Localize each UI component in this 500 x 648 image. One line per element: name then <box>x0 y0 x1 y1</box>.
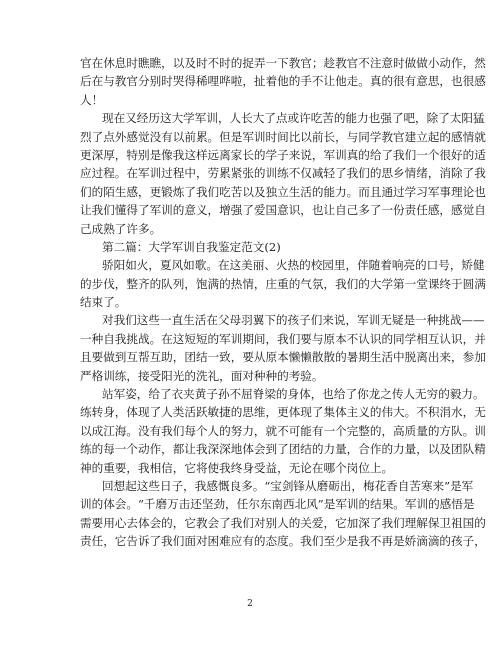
text-line: 且要做到互帮互助，团结一致，要从原本懒懒散散的暑期生活中脱离出来，参加 <box>80 350 486 365</box>
text-line: 训的体会。“千磨万击还坚劲，任尔东南西北风”是军训的结果。军训的感悟是 <box>80 497 475 512</box>
text-line: 的步伐，整齐的队列，饱满的热情，庄重的气氛，我们的大学第一堂课终于圆满 <box>80 276 486 291</box>
text-line: 让我们懂得了军训的意义，增强了爱国意识，也让自己多了一份责任感，感觉自 <box>80 203 486 218</box>
text-line: 练的每一个动作，都让我深深地体会到了团结的力量，合作的力量，以及团队精 <box>80 442 486 457</box>
text-line: 责任，它告诉了我们面对困难应有的态度。我们至少是我不再是娇滴滴的孩子， <box>80 534 486 549</box>
text-line: 练转身，体现了人类活跃敏捷的思维，更体现了集体主义的伟大。不积涓水，无 <box>80 405 486 420</box>
text-line: 一种自我挑战。在这短短的军训期间，我们要与原本不认识的同学相互认识，并 <box>80 331 486 346</box>
text-line: 后在与教官分别时哭得稀哩哗啦，扯着他的手不让他走。真的很有意思，也很感 <box>80 74 486 89</box>
text-line: 对我们这些一直生活在父母羽翼下的孩子们来说，军训无疑是一种挑战—— <box>102 313 485 328</box>
text-line: 们的陌生感，更锻炼了我们吃苦以及独立生活的能力。而且通过学习军事理论也 <box>80 184 486 199</box>
text-line: 神的重要，我相信，它将使我终身受益，无论在哪个岗位上。 <box>80 460 394 475</box>
text-line: 严格训练，接受阳光的洗礼，面对种种的考验。 <box>80 368 324 383</box>
page-number: 2 <box>247 599 253 609</box>
text-line: 站军姿，给了衣夹黄子孙不屈脊梁的身体，也给了你龙之传人无穷的毅力。 <box>102 387 485 402</box>
text-line: 更深厚，特别是像我这样远离家长的学子来说，军训真的给了我们一个很好的适 <box>80 147 486 162</box>
text-line: 应过程。在军训过程中，劳累紧张的训练不仅减轻了我们的思乡情绪，消除了我 <box>80 166 486 181</box>
text-line: 烈了点外感觉没有以前累。但是军训时间比以前长，与同学教官建立起的感情就 <box>80 129 486 144</box>
text-line: 结束了。 <box>80 295 127 310</box>
text-line: 人！ <box>80 92 104 107</box>
section-heading: 第二篇：大学军训自我鉴定范文(2) <box>102 239 281 254</box>
text-line: 骄阳如火，夏风如歌。在这美丽、火热的校园里，伴随着响亮的口号，矫健 <box>102 258 485 273</box>
text-line: 回想起这些日子，我感慨良多。“宝剑锋从磨砺出，梅花香自苦寒来”是军 <box>102 478 474 493</box>
text-line: 官在休息时瞧瞧，以及时不时的捉弄一下教官；趁教官不注意时做做小动作，然 <box>80 56 486 70</box>
text-line: 需要用心去体会的，它教会了我们对别人的关爱，它加深了我们理解保卫祖国的 <box>80 515 486 530</box>
text-line: 以成江海。没有我们每个人的努力，就不可能有一个完整的，高质量的方队。训 <box>80 423 486 438</box>
text-line: 己成熟了许多。 <box>80 221 162 236</box>
body-text <box>80 54 486 551</box>
text-line: 现在又经历这大学军训，人长大了点或许吃苦的能力也强了吧，除了太阳猛 <box>102 111 485 126</box>
